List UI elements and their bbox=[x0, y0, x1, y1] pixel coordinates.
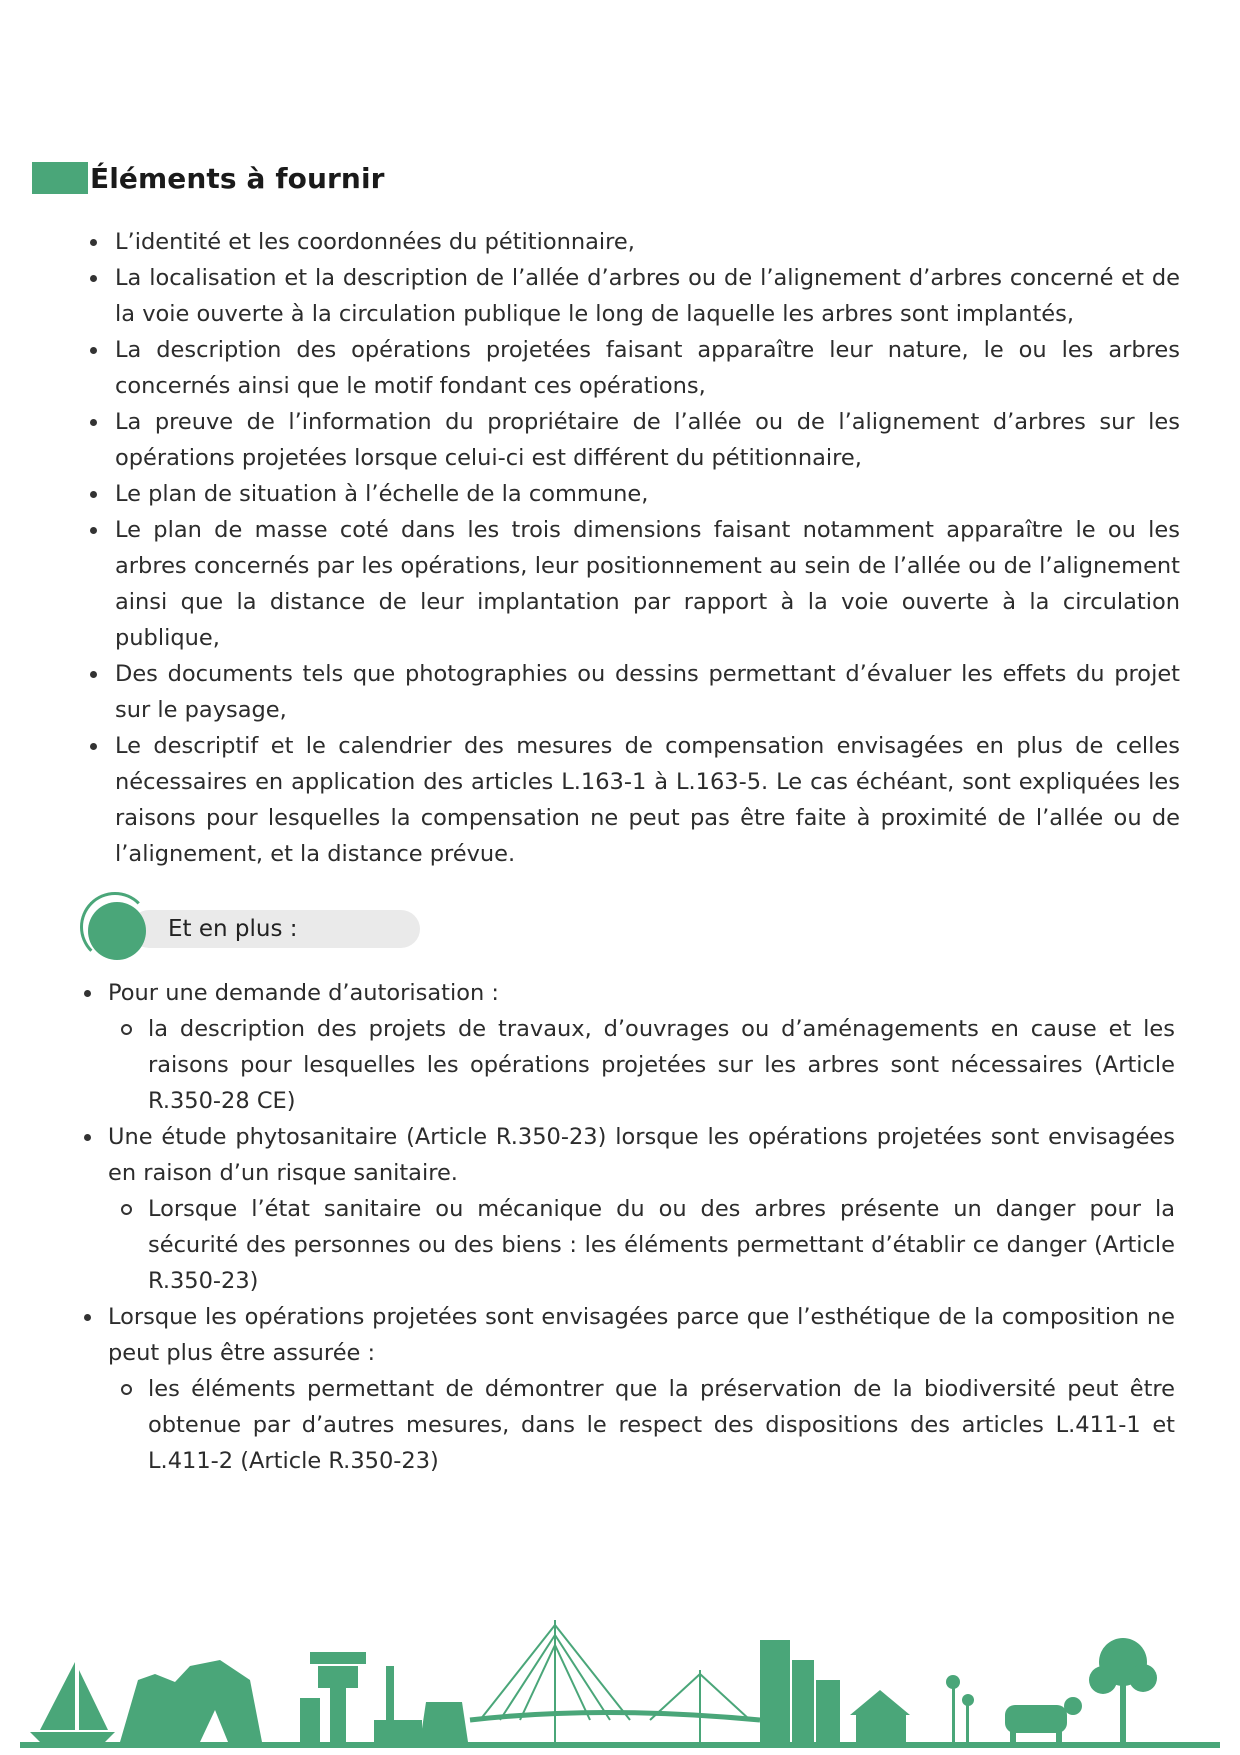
sailboat-icon bbox=[30, 1662, 115, 1742]
bullet-icon bbox=[84, 1134, 91, 1141]
sub-list-item-text: la description des projets de travaux, d’ouvrages ou d’aménagements en cause et les raisons pour lesquelles les opérations projetées sur les arbres sont nécessaires (Article R.350-28 CE) bbox=[148, 1016, 1175, 1114]
sub-list-item bbox=[108, 1191, 1175, 1299]
extra-callout bbox=[80, 890, 340, 962]
bullet-icon bbox=[90, 527, 97, 534]
bridge-icon bbox=[470, 1620, 760, 1742]
sub-list-item bbox=[108, 1011, 1175, 1119]
sub-list bbox=[108, 1011, 1175, 1119]
list-item-text: La description des opérations projetées faisant apparaître leur nature, le ou les arbres concernés ainsi que le motif fondant ces opérations, bbox=[115, 337, 1180, 399]
list-item bbox=[80, 975, 1175, 1119]
bullet-icon bbox=[90, 347, 97, 354]
list-item bbox=[80, 260, 1180, 332]
sub-list-item bbox=[108, 1371, 1175, 1479]
section-header bbox=[32, 158, 385, 198]
list-item bbox=[80, 656, 1180, 728]
tree-icon bbox=[1089, 1638, 1157, 1742]
list-item-text: La localisation et la description de l’allée d’arbres ou de l’alignement d’arbres concerné et de la voie ouverte à la circulation publique le long de laquelle les arbres sont implantés, bbox=[115, 265, 1180, 327]
list-item bbox=[80, 1119, 1175, 1299]
bullet-icon bbox=[90, 743, 97, 750]
list-item bbox=[80, 476, 1180, 512]
cow-icon bbox=[1005, 1697, 1082, 1742]
landscape-illustration bbox=[0, 1570, 1240, 1755]
sub-list bbox=[108, 1371, 1175, 1479]
list-item bbox=[80, 224, 1180, 260]
power-plant-icon bbox=[374, 1666, 468, 1742]
cliffs-icon bbox=[120, 1660, 262, 1742]
list-item-text: Pour une demande d’autorisation : bbox=[108, 980, 499, 1006]
ground-line bbox=[20, 1742, 1220, 1748]
list-item-text: Lorsque les opérations projetées sont envisagées parce que l’esthétique de la composition ne peut plus être assurée : bbox=[108, 1304, 1175, 1366]
city-buildings-icon bbox=[760, 1640, 840, 1742]
hollow-bullet-icon bbox=[121, 1204, 132, 1215]
section-marker bbox=[32, 162, 88, 194]
list-item-text: L’identité et les coordonnées du pétitionnaire, bbox=[115, 229, 635, 255]
bullet-icon bbox=[84, 990, 91, 997]
required-items-list bbox=[80, 224, 1180, 872]
callout-disc-icon bbox=[88, 902, 146, 960]
hollow-bullet-icon bbox=[121, 1384, 132, 1395]
farmhouse-icon bbox=[850, 1690, 910, 1742]
sub-list bbox=[108, 1191, 1175, 1299]
list-item bbox=[80, 1299, 1175, 1479]
list-item bbox=[80, 512, 1180, 656]
sub-list-item-text: les éléments permettant de démontrer que la préservation de la biodiversité peut être obtenue par d’autres mesures, dans le respect des dispositions des articles L.411-1 et L.411-2 (Article R.350-23) bbox=[148, 1376, 1175, 1474]
bullet-icon bbox=[90, 275, 97, 282]
list-item bbox=[80, 332, 1180, 404]
list-item-text: La preuve de l’information du propriétaire de l’allée ou de l’alignement d’arbres sur les opérations projetées lorsque celui-ci est différent du pétitionnaire, bbox=[115, 409, 1180, 471]
hollow-bullet-icon bbox=[121, 1024, 132, 1035]
bullet-icon bbox=[90, 491, 97, 498]
list-item-text: Le descriptif et le calendrier des mesures de compensation envisagées en plus de celles nécessaires en application des articles L.163-1 à L.163-5. Le cas échéant, sont expliquées les raisons pour lesquelles la compensation ne peut pas être faite à proximité de l’allée ou de l’alignement, et la distance prévue. bbox=[115, 733, 1180, 867]
bullet-icon bbox=[84, 1314, 91, 1321]
list-item bbox=[80, 728, 1180, 872]
control-tower-icon bbox=[300, 1652, 366, 1742]
bullet-icon bbox=[90, 671, 97, 678]
flowers-icon bbox=[946, 1675, 974, 1742]
bullet-icon bbox=[90, 419, 97, 426]
extra-items-list bbox=[80, 975, 1175, 1479]
bullet-icon bbox=[90, 239, 97, 246]
callout-label: Et en plus : bbox=[168, 916, 298, 942]
list-item-text: Des documents tels que photographies ou dessins permettant d’évaluer les effets du projet sur le paysage, bbox=[115, 661, 1180, 723]
list-item-text: Une étude phytosanitaire (Article R.350-23) lorsque les opérations projetées sont envisagées en raison d’un risque sanitaire. bbox=[108, 1124, 1175, 1186]
list-item-text: Le plan de situation à l’échelle de la commune, bbox=[115, 481, 649, 507]
list-item bbox=[80, 404, 1180, 476]
list-item-text: Le plan de masse coté dans les trois dimensions faisant notamment apparaître le ou les arbres concernés par les opérations, leur positionnement au sein de l’allée ou de l’alignement ainsi que la distance de leur implantation par rapport à la voie ouverte à la circulation publique, bbox=[115, 517, 1180, 651]
sub-list-item-text: Lorsque l’état sanitaire ou mécanique du ou des arbres présente un danger pour la sécurité des personnes ou des biens : les éléments permettant d’établir ce danger (Article R.350-23) bbox=[148, 1196, 1175, 1294]
section-title: Éléments à fournir bbox=[90, 161, 385, 195]
